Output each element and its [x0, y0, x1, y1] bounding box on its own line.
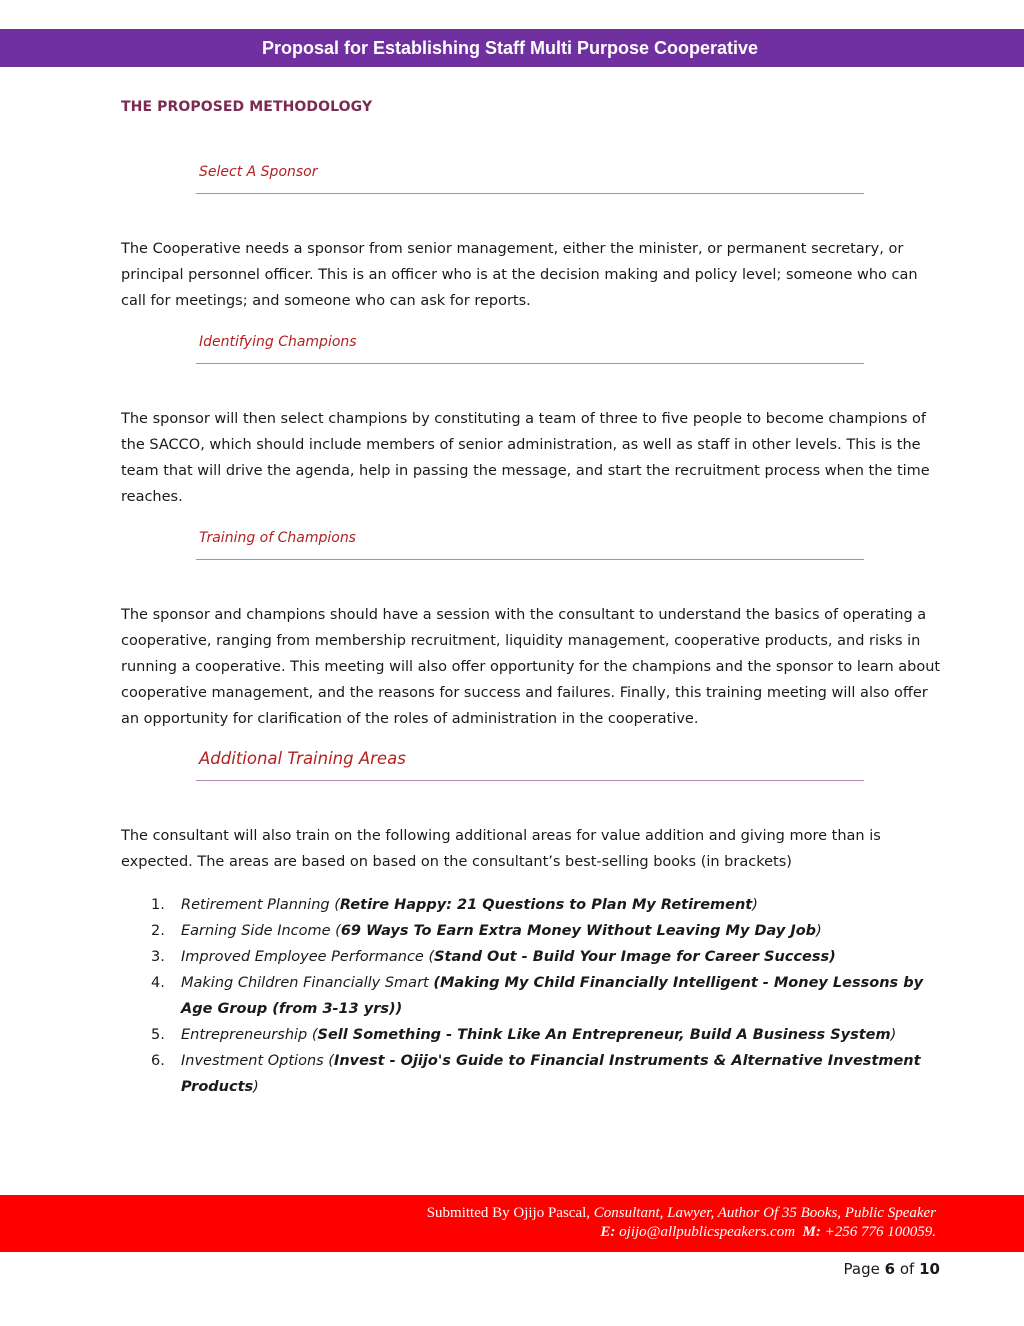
subheading-rule [196, 780, 864, 781]
subheading-additional-training: Additional Training Areas [199, 749, 406, 768]
submitted-by-text: Submitted By Ojijo Pascal, [426, 1205, 591, 1221]
list-item [121, 970, 941, 1022]
email-label: E: [600, 1224, 616, 1240]
header-bar [0, 29, 1024, 67]
subheading-select-sponsor: Select A Sponsor [199, 164, 318, 180]
book-title: Retire Happy: 21 Questions to Plan My Retirement [339, 897, 753, 913]
training-area: Making Children Financially Smart [181, 975, 434, 991]
training-area: Investment Options ( [181, 1053, 334, 1069]
phone-number: +256 776 100059. [824, 1224, 936, 1240]
book-title: Sell Something - Think Like An Entrepreneur, Build A Business System [317, 1027, 891, 1043]
section-heading: THE PROPOSED METHODOLOGY [121, 99, 373, 115]
closing-bracket: ) [890, 1027, 897, 1043]
book-title: (Making My Child Financially Intelligent - Money Lessons by Age Group (from 3-13 yrs)) [181, 975, 924, 1017]
paragraph-identifying-champions: The sponsor will then select champions by constituting a team of three to five people to become champions of the SACCO, which should include members of senior administration, as well as staff in other levels. This is the team that will drive the agenda, help in passing the message, and start the recruitment process when the time reaches. [121, 411, 930, 505]
subheading-training-champions: Training of Champions [199, 530, 356, 546]
list-number: 5. [151, 1027, 165, 1043]
list-item [121, 892, 941, 918]
training-area: Entrepreneurship ( [181, 1027, 318, 1043]
subheading-rule [196, 363, 864, 364]
list-item [121, 918, 941, 944]
document-title: Proposal for Establishing Staff Multi Purpose Cooperative [261, 37, 759, 58]
subheading-rule [196, 193, 864, 194]
footer-contact [600, 1224, 936, 1241]
list-number: 2. [151, 923, 165, 939]
paragraph-select-sponsor: The Cooperative needs a sponsor from senior management, either the minister, or permanent secretary, or principal personnel officer. This is an officer who is at the decision making and policy level; someone who can call for meetings; and someone who can ask for reports. [121, 241, 918, 309]
author-credentials: Consultant, Lawyer, Author Of 35 Books, Public Speaker [593, 1205, 936, 1221]
paragraph-training-champions: The sponsor and champions should have a session with the consultant to understand the basics of operating a cooperative, ranging from membership recruitment, liquidity management, cooperative products, and risks in running a cooperative. This meeting will also offer opportunity for the champions and the sponsor to learn about cooperative management, and the reasons for success and failures. Finally, this training meeting will also offer an opportunity for clarification of the roles of administration in the cooperative. [121, 607, 941, 727]
page-number [844, 1260, 940, 1278]
footer-bar [0, 1195, 1024, 1252]
total-pages: 10 [919, 1260, 940, 1278]
book-title: Invest - Ojijo's Guide to Financial Instruments & Alternative Investment Products [181, 1053, 921, 1095]
paragraph-additional-training: The consultant will also train on the following additional areas for value addition and giving more than is expected. The areas are based on based on the consultant’s best-selling books (in brackets) [121, 828, 881, 870]
list-number: 3. [151, 949, 165, 965]
list-number: 4. [151, 975, 165, 991]
book-title: Stand Out - Build Your Image for Career Success) [434, 949, 836, 965]
list-item [121, 1048, 941, 1100]
training-areas-list [121, 892, 941, 1100]
list-number: 1. [151, 897, 165, 913]
training-area: Earning Side Income ( [181, 923, 341, 939]
list-item [121, 944, 941, 970]
subheading-identifying-champions: Identifying Champions [199, 334, 357, 350]
closing-bracket: ) [752, 897, 758, 913]
training-area: Improved Employee Performance ( [181, 949, 435, 965]
footer-submitted-by [427, 1205, 936, 1222]
training-area: Retirement Planning ( [181, 897, 340, 913]
page-prefix: Page [843, 1260, 880, 1278]
book-title: 69 Ways To Earn Extra Money Without Leaving My Day Job [340, 923, 817, 939]
closing-bracket: ) [816, 923, 822, 939]
closing-bracket: ) [253, 1079, 259, 1095]
list-item [121, 1022, 941, 1048]
phone-label: M: [802, 1224, 821, 1240]
subheading-rule [196, 559, 864, 560]
page-of: of [899, 1260, 915, 1278]
email-address[interactable]: ojijo@allpublicspeakers.com [619, 1224, 796, 1240]
list-number: 6. [151, 1053, 165, 1069]
current-page: 6 [884, 1260, 896, 1278]
